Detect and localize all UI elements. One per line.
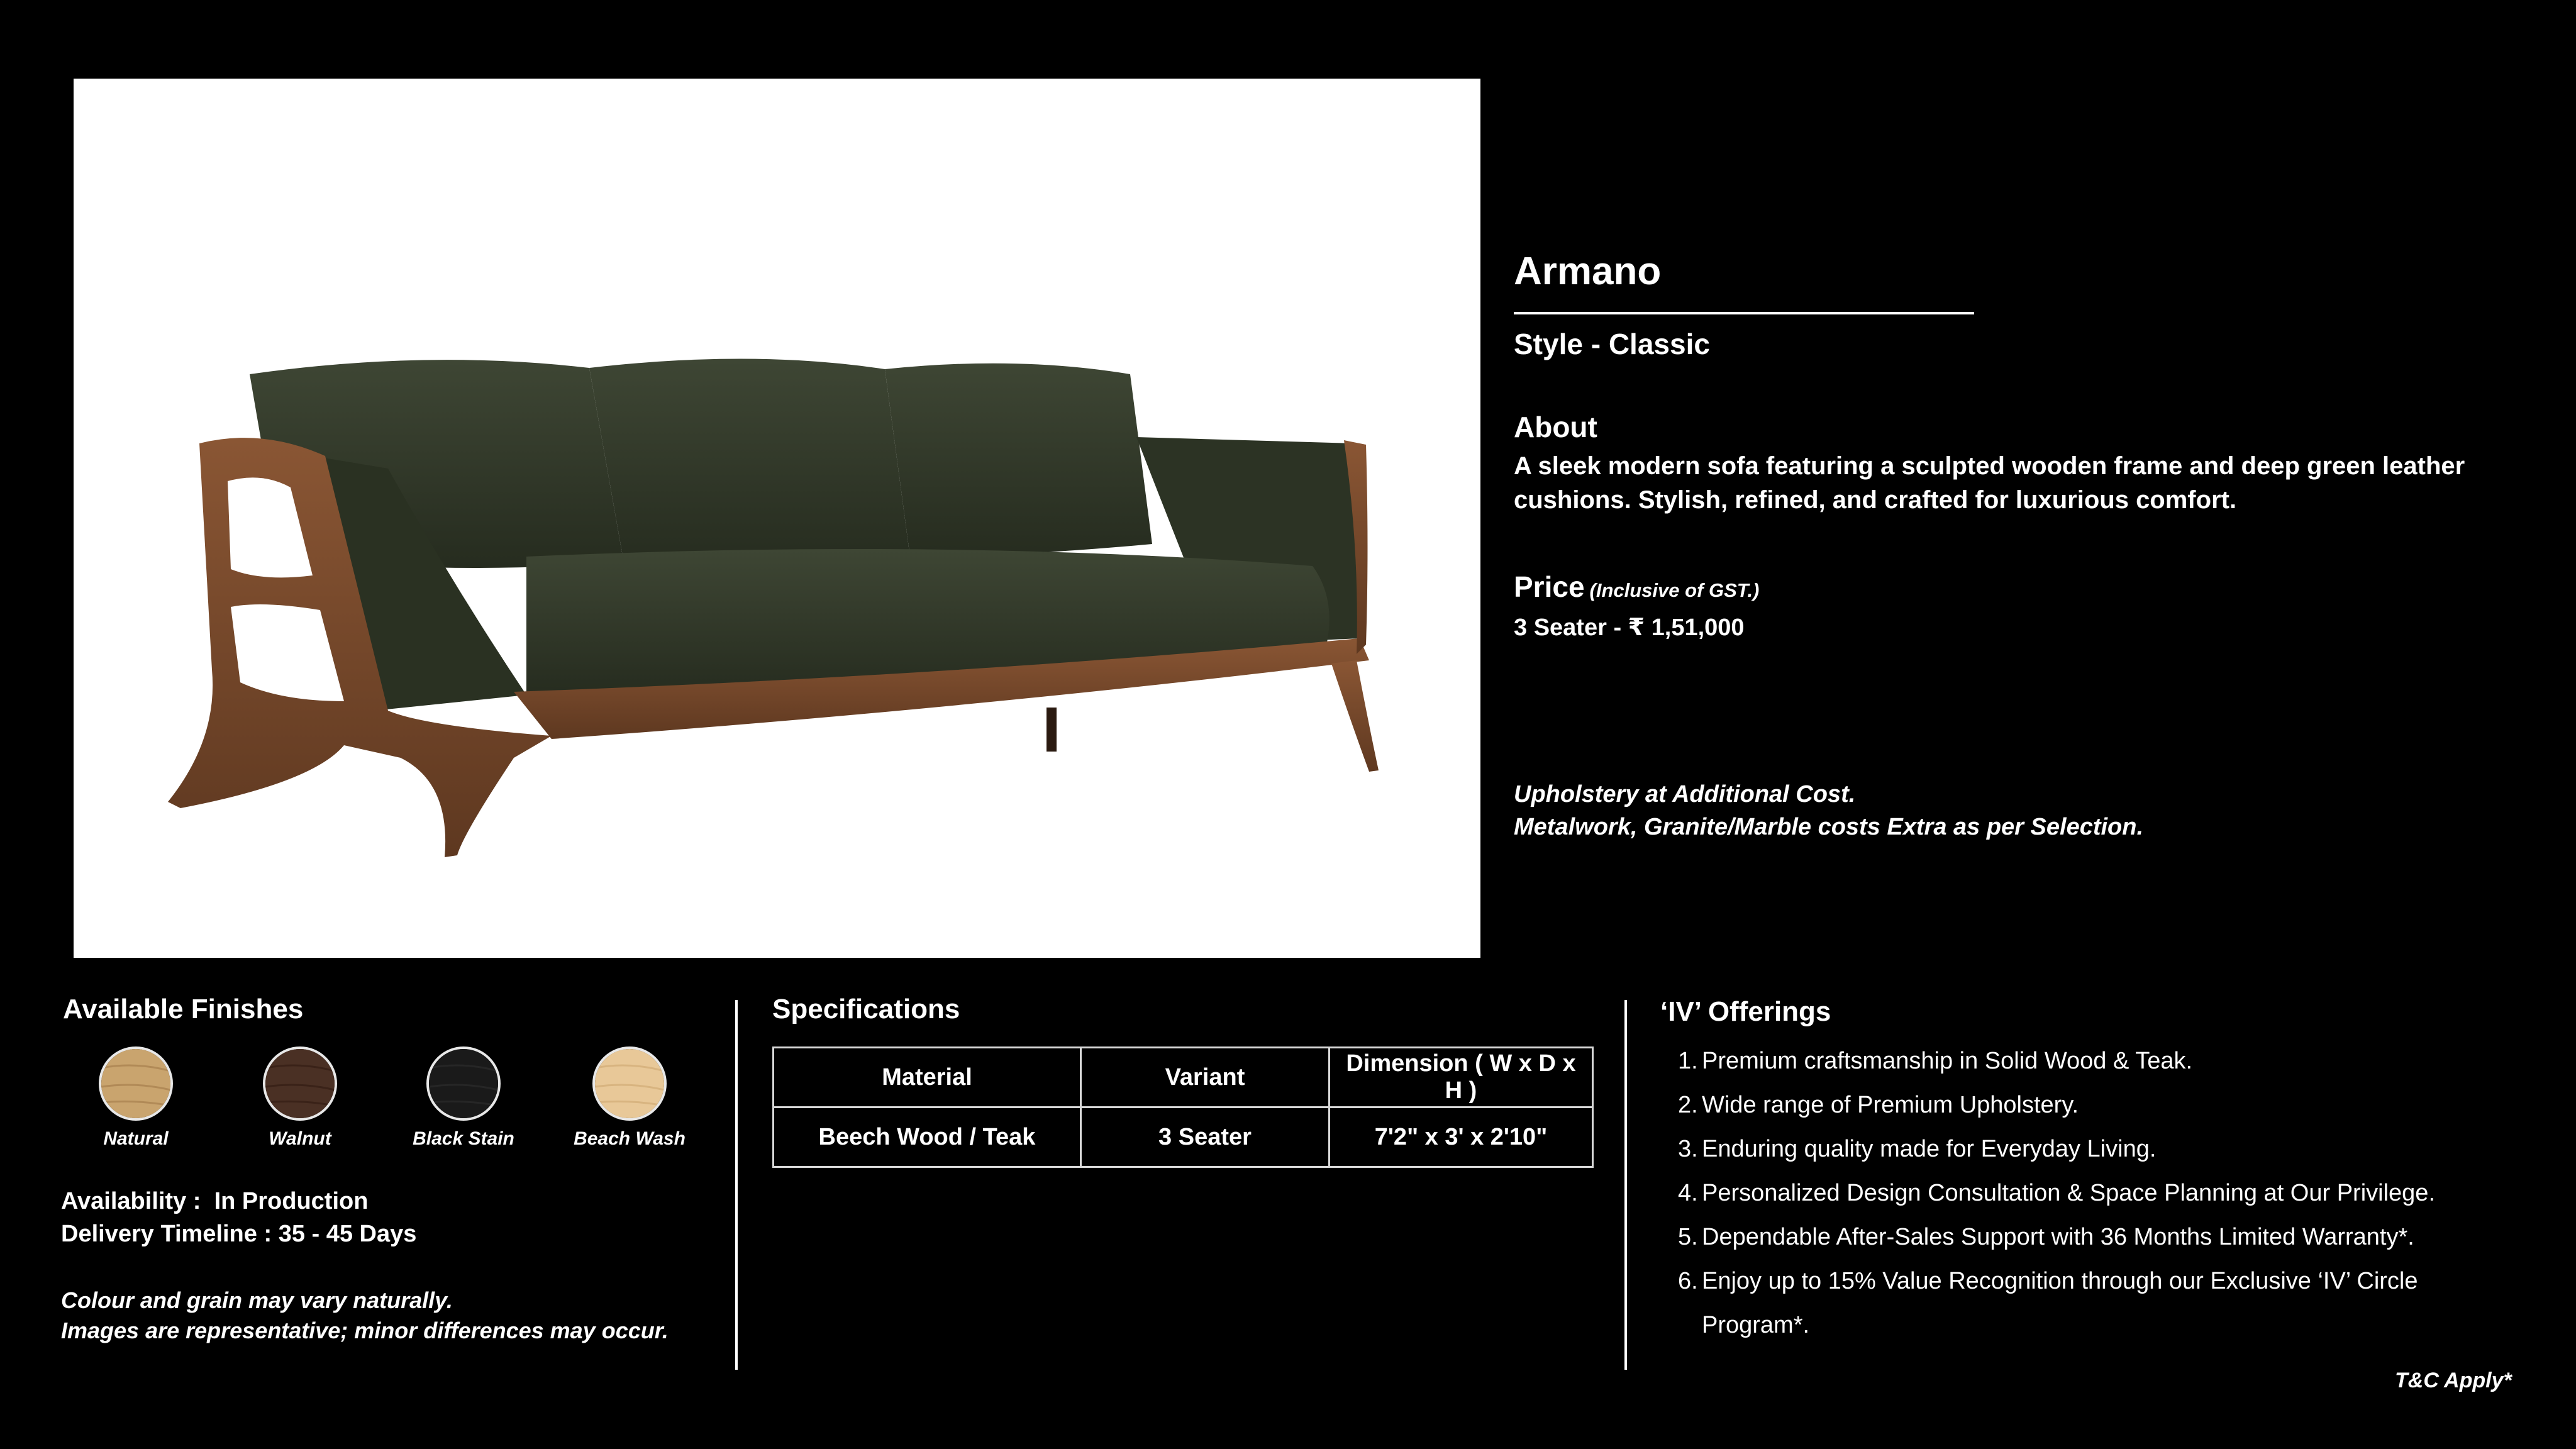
cell-dimension: 7'2" x 3' x 2'10" [1330,1108,1593,1167]
delivery-value: 35 - 45 Days [278,1221,417,1247]
column-header-variant: Variant [1081,1048,1330,1108]
offering-text: Dependable After-Sales Support with 36 Months Limited Warranty*. [1702,1224,2414,1250]
offerings-heading: ‘IV’ Offerings [1660,996,1831,1027]
title-underline [1514,312,1974,314]
finish-swatch-walnut[interactable] [228,1046,372,1150]
finishes-heading: Available Finishes [63,994,304,1024]
list-item [1678,1171,2521,1215]
list-number: 2. [1678,1092,1698,1118]
availability-value: In Production [214,1188,369,1214]
specifications-heading: Specifications [772,994,960,1024]
section-divider [1624,1000,1627,1370]
list-number: 3. [1678,1136,1698,1162]
list-number: 5. [1678,1224,1698,1250]
terms-conditions-note: T&C Apply* [2395,1368,2512,1392]
table-header-row [774,1048,1593,1108]
offerings-list [1678,1039,2521,1347]
specifications-table [772,1046,1594,1168]
offering-text: Enjoy up to 15% Value Recognition through our Exclusive ‘IV’ Circle Program*. [1702,1268,2418,1338]
finish-swatch-natural[interactable] [64,1046,208,1150]
list-number: 1. [1678,1048,1698,1074]
list-number: 6. [1678,1268,1698,1294]
price-heading-label: Price [1514,570,1585,603]
product-style: Style - Classic [1514,328,1710,360]
list-item [1678,1083,2521,1127]
walnut-wood-swatch [263,1046,337,1121]
list-item [1678,1039,2521,1083]
beach-wash-swatch [592,1046,667,1121]
cost-note-metalwork: Metalwork, Granite/Marble costs Extra as per Selection. [1514,814,2144,840]
cell-material: Beech Wood / Teak [774,1108,1081,1167]
disclaimer [61,1285,669,1346]
delivery-label: Delivery Timeline : [61,1221,272,1247]
delivery-line [61,1218,416,1250]
price-note: (Inclusive of GST.) [1589,579,1760,601]
finish-swatch-black-stain[interactable] [391,1046,536,1150]
additional-costs-note [1514,778,2143,843]
finish-label: Natural [103,1128,169,1149]
table-row [774,1108,1593,1167]
finish-label: Black Stain [413,1128,514,1149]
offering-text: Wide range of Premium Upholstery. [1702,1092,2079,1118]
product-image [74,79,1480,958]
column-header-dimension: Dimension ( W x D x H ) [1330,1048,1593,1108]
price-heading [1514,570,1759,604]
offering-text: Personalized Design Consultation & Space Planning at Our Privilege. [1702,1180,2435,1206]
cost-note-upholstery: Upholstery at Additional Cost. [1514,781,1856,808]
disclaimer-images: Images are representative; minor differences may occur. [61,1318,669,1343]
about-text: A sleek modern sofa featuring a sculpted wooden frame and deep green leather cushions. Stylish, refined, and crafted for luxurious comfort. [1514,452,2465,514]
list-item [1678,1127,2521,1171]
list-item [1678,1259,2521,1347]
list-item [1678,1215,2521,1259]
section-divider [735,1000,738,1370]
finish-label: Beach Wash [574,1128,686,1149]
disclaimer-colour: Colour and grain may vary naturally. [61,1287,453,1313]
product-title: Armano [1514,250,1662,293]
column-header-material: Material [774,1048,1081,1108]
offering-text: Premium craftsmanship in Solid Wood & Teak. [1702,1048,2193,1074]
sofa-illustration [74,79,1480,958]
natural-wood-swatch [99,1046,173,1121]
availability-line [61,1185,416,1218]
availability-info [61,1185,416,1250]
list-number: 4. [1678,1180,1698,1206]
about-heading: About [1514,411,1597,443]
cell-variant: 3 Seater [1081,1108,1330,1167]
availability-label: Availability : [61,1188,201,1214]
finish-label: Walnut [269,1128,331,1149]
black-stain-swatch [426,1046,501,1121]
finish-swatch-beach-wash[interactable] [557,1046,702,1150]
price-value: 3 Seater - ₹ 1,51,000 [1514,614,1745,641]
offering-text: Enduring quality made for Everyday Living. [1702,1136,2157,1162]
